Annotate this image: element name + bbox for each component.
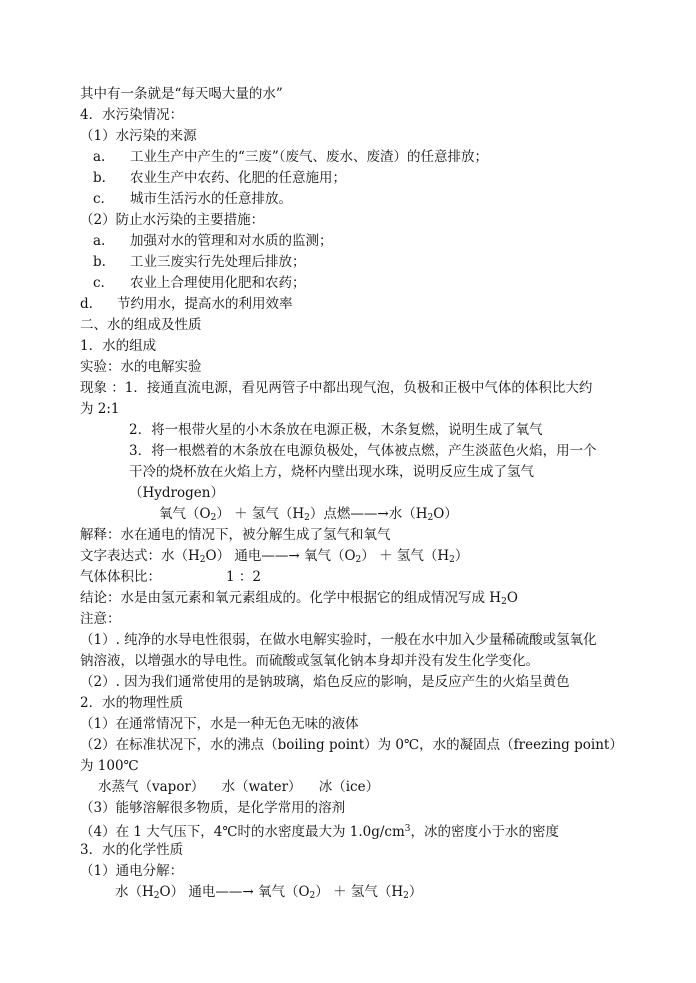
list-item: 加强对水的管理和对水质的监测； (130, 233, 333, 249)
text-line: 为 2:1 (80, 401, 120, 417)
text-line: （2）. 因为我们通常使用的是钠玻璃，焰色反应的影响，是反应产生的火焰呈黄色 (80, 674, 570, 690)
subsection-heading: 1．水的组成 (80, 338, 157, 354)
text-line: （2）在标准状况下，水的沸点（boiling point）为 0℃，水的凝固点（freezing point） (80, 737, 623, 753)
list-item: 农业生产中农药、化肥的任意施用； (130, 170, 346, 186)
subsection-heading: （1）水污染的来源 (80, 128, 197, 144)
equation: 文字表达式：水$(H_2O)$ 通电——→ 氧气$(O_2)$ ＋ 氢气$(H_2)$ (80, 548, 469, 565)
ratio-value: 1 ：2 (226, 569, 261, 585)
text-line: 水蒸气（vapor） 水（water） 冰（ice） (98, 779, 380, 795)
text-line: （3）能够溶解很多物质，是化学常用的溶剂 (80, 800, 346, 816)
text-line: 其中有一条就是“每天喝大量的水” (80, 86, 283, 102)
text-line: 钠溶液，以增强水的导电性。而硫酸或氢氧化钠本身却并没有发生化学变化。 (80, 653, 539, 669)
text-line: 2．将一根带火星的小木条放在电源正极，木条复燃，说明生成了氧气 (129, 422, 543, 438)
text-line: 结论：水是由氢元素和氧元素组成的。化学中根据它的组成情况写成 $H_2O$ (80, 590, 518, 607)
equation: 氧气$(O_2)$ ＋ 氢气$(H_2)$点燃——→水$(H_2O)$ (159, 506, 458, 523)
text-line: 为 100℃ (80, 758, 139, 774)
section-heading: 3．水的化学性质 (80, 842, 184, 858)
list-item: 工业生产中产生的“三废”（废气、废水、废渣）的任意排放； (130, 149, 489, 165)
list-marker: b. (93, 170, 106, 186)
text-line: 气体体积比： (80, 569, 161, 585)
list-marker: a. (93, 149, 106, 165)
list-marker: d. (80, 296, 93, 312)
text-line: 解释：水在通电的情况下，被分解生成了氢气和氧气 (80, 527, 391, 543)
equation: 水$(H_2O)$ 通电——→ 氧气$(O_2)$ ＋ 氢气$(H_2)$ (115, 884, 423, 901)
subsection-heading: （2）防止水污染的主要措施： (80, 212, 265, 228)
text-line: 干冷的烧杯放在火焰上方，烧杯内壁出现水珠，说明反应生成了氢气 (129, 464, 534, 480)
section-heading: 4．水污染情况： (80, 107, 184, 123)
list-item: 农业上合理使用化肥和农药； (130, 275, 306, 291)
section-heading: 二、水的组成及性质 (80, 317, 202, 333)
text-line: （1）. 纯净的水导电性很弱，在做水电解实验时，一般在水中加入少量稀硫酸或氢氧化 (80, 632, 597, 648)
list-item: 工业三废实行先处理后排放； (130, 254, 306, 270)
list-item: 城市生活污水的任意排放。 (130, 191, 292, 207)
text-line: （Hydrogen） (129, 485, 224, 501)
subsection-heading: （1）通电分解： (80, 863, 184, 879)
text-line: 注意： (80, 611, 121, 627)
text-line: 实验：水的电解实验 (80, 359, 202, 375)
list-marker: c. (93, 191, 105, 207)
list-marker: c. (93, 275, 105, 291)
text-line: （4）在 1 大气压下，4℃时的水密度最大为 $1.0g/cm^3$，冰的密度小于水的密度 (80, 824, 559, 840)
list-item: 节约用水，提高水的利用效率 (117, 296, 293, 312)
text-line: 现象 ：1．接通直流电源，看见两管子中都出现气泡，负极和正极中气体的体积比大约 (80, 380, 593, 396)
text-line: （1）在通常情况下，水是一种无色无味的液体 (80, 716, 359, 732)
section-heading: 2．水的物理性质 (80, 695, 184, 711)
list-marker: a. (93, 233, 106, 249)
list-marker: b. (93, 254, 106, 270)
text-line: 3．将一根燃着的木条放在电源负极处，气体被点燃，产生淡蓝色火焰，用一个 (129, 443, 597, 459)
